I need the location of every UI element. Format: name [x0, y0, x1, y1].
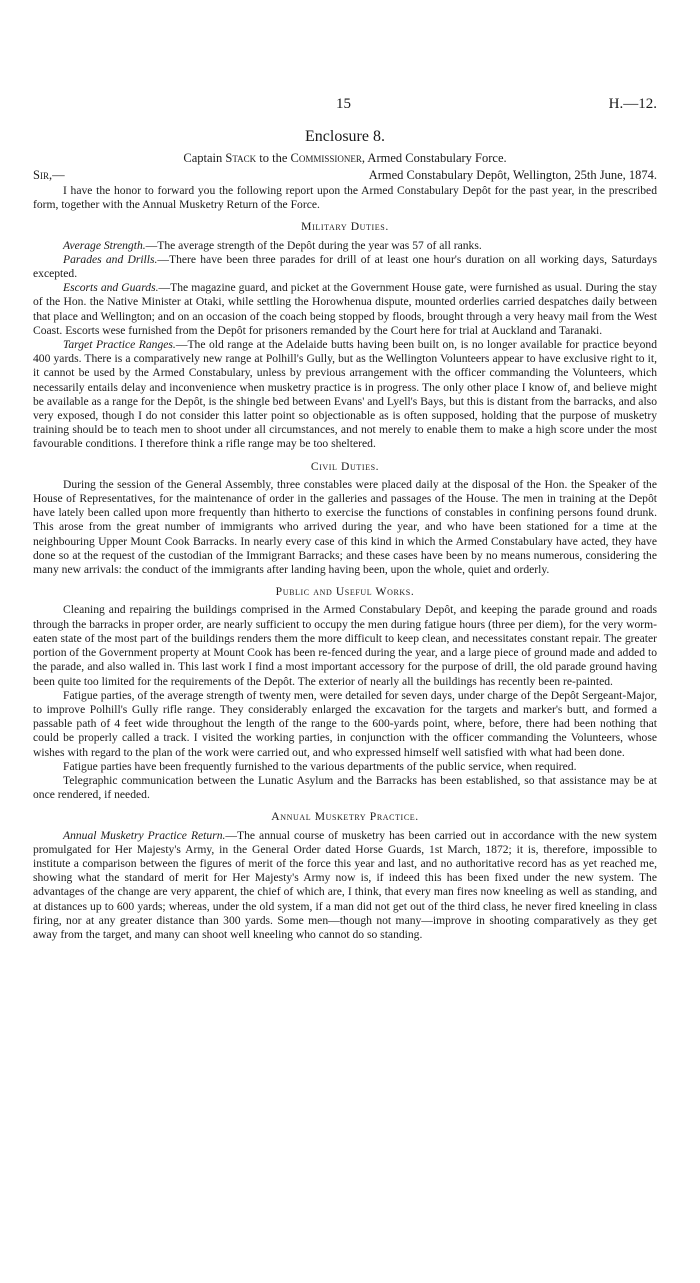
letter-from-line: Captain Stack to the Commissioner, Armed Constabulary Force. [183, 151, 507, 165]
paragraph-target-practice: Target Practice Ranges.—The old range at the Adelaide butts having been built on, is no longer available for practice beyond 400 yards. There is a comparatively new range at Polhill's Gully, but as the Wellington Volunteers appear to have exclusive right to it, it cannot be used by the Armed Constabulary, unless by previous arrangement with the officer commanding the Volunteers, which necessarily entails delay and inconvenience when musketry practice is in progress. The only other place I know of, and believe might be available as a range for the Depôt, is the shingle bed between Evans' and Lyell's Bays, but this is distant from the barracks, and also very exposed, though I do not consider this latter point so objectionable as is often supposed, holding that the purpose of musketry training should be to teach men to shoot under all circumstances, and not merely to enable them to make a high score under the most favourable conditions. I therefore think a rifle range may be too sheltered. [33, 338, 658, 451]
letter-body [33, 184, 657, 942]
section-heading-musketry: Annual Musketry Practice. [271, 810, 419, 824]
section-heading-public-works: Public and Useful Works. [275, 585, 415, 599]
page-number: 15 [336, 96, 351, 112]
page-header [33, 96, 657, 116]
salutation: Sir,— [33, 168, 65, 182]
paragraph-parades-drills: Parades and Drills.—There have been three parades for drill of at least one hour's duration on all working days, Saturdays excepted. [33, 252, 658, 281]
paragraph-average-strength: Average Strength.—The average strength of the Depôt during the year was 57 of all ranks. [63, 238, 482, 252]
paragraph-civil-duties: During the session of the General Assembly, three constables were placed daily at the disposal of the Hon. the Speaker of the House of Representatives, for the maintenance of order in the galleries and passages of the House. The men in training at the Depôt have lately been called upon more frequently than hitherto to exercise the functions of constables in confining persons found drunk. This arose from the great number of immigrants who arrived during the year, and who have been stationed for a time at the neighbouring Upper Mount Cook Barracks. In nearly every case of this kind in which the Armed Constabulary have acted, they have done so at the request of the custodian of the Immigrant Barracks; and these cases have been by no means numerous, considering the many new arrivals: the conduct of the immigrants after landing having been, upon the whole, quiet and orderly. [33, 477, 657, 577]
document-reference: H.—12. [608, 96, 657, 112]
paragraph-public-works-1: Cleaning and repairing the buildings comprised in the Armed Constabulary Depôt, and keeping the parade ground and roads through the barracks in proper order, are nearly sufficient to occupy the men during fatigue hours (three per diem), for the very worm-eaten state of the most part of the buildings renders them the more difficult to keep clean, and necessitates constant repair. The greater portion of the Government property at Mount Cook has been re-fenced during the year, and a large piece of ground made and added to the parade, and also walled in. This last work I find a most important accessory for the purpose of drill, the old parade ground having been quite too limited for the requirements of the Depôt. The exterior of nearly all the buildings has recently been re-painted. [33, 603, 657, 688]
paragraph-musketry-return: Annual Musketry Practice Return.—The annual course of musketry has been carried out in accordance with the new system promulgated for Her Majesty's Army, in the General Order dated Horse Guards, 1st March, 1872; it is, therefore, impossible to institute a comparison between the figures of merit of the force this year and last, and no authoritative record has as yet reached me, showing what the standard of merit for Her Majesty's Army now is, if indeed this has been fixed under the new system. The advantages of the change are very apparent, the chief of which are, I think, that every man fires now kneeling as well as standing, and at distances up to 600 yards; whereas, under the old system, if a man did not get out of the third class, he never fired kneeling in class firing, nor at any greater distance than 300 yards. Some men—though not many—improve in shooting comparatively as they get away from the target, and many can shoot well kneeling who cannot do so standing. [33, 828, 658, 941]
paragraph-public-works-2: Fatigue parties, of the average strength of twenty men, were detailed for seven days, under charge of the Depôt Sergeant-Major, to improve Polhill's Gully rifle range. They considerably enlarged the excavation for the targets and marker's butt, and formed a passable path of 4 feet wide throughout the length of the range to the 600-yards point, where, before, there had been nothing that could be properly called a track. I visited the working parties, in conjunction with the officer commanding the Volunteers, whose wishes with regard to the plan of the work were carried out, and who expressed himself well satisfied with what had been done. [33, 688, 657, 759]
addressee-title: Commissioner [290, 151, 362, 165]
enclosure-title: Enclosure 8. [305, 128, 385, 145]
sender-name: Stack [225, 151, 257, 165]
letter-dateline: Armed Constabulary Depôt, Wellington, 25th June, 1874. [368, 168, 657, 182]
section-heading-military-duties: Military Duties. [301, 220, 389, 234]
intro-paragraph: I have the honor to forward you the following report upon the Armed Constabulary Depôt for the past year, in the prescribed form, together with the Annual Musketry Return of the Force. [33, 184, 657, 212]
section-heading-civil-duties: Civil Duties. [310, 459, 380, 473]
paragraph-escorts-guards: Escorts and Guards.—The magazine guard, and picket at the Government House gate, were furnished as usual. During the stay of the Hon. the Native Minister at Otaki, while settling the Horowhenua dispute, mounted orderlies carried despatches daily between that place and Wellington; and on an occasion of the coach being stopped by floods, brought through a very heavy mail from the West Coast. Escorts wese furnished from the Depôt for prisoners remanded by the Court here for trial at Auckland and Taranaki. [33, 281, 657, 337]
paragraph-public-works-4: Telegraphic communication between the Lunatic Asylum and the Barracks has been established, so that assistance may be at once rendered, if needed. [33, 773, 657, 802]
paragraph-public-works-3: Fatigue parties have been frequently furnished to the various departments of the public service, when required. [63, 759, 577, 773]
